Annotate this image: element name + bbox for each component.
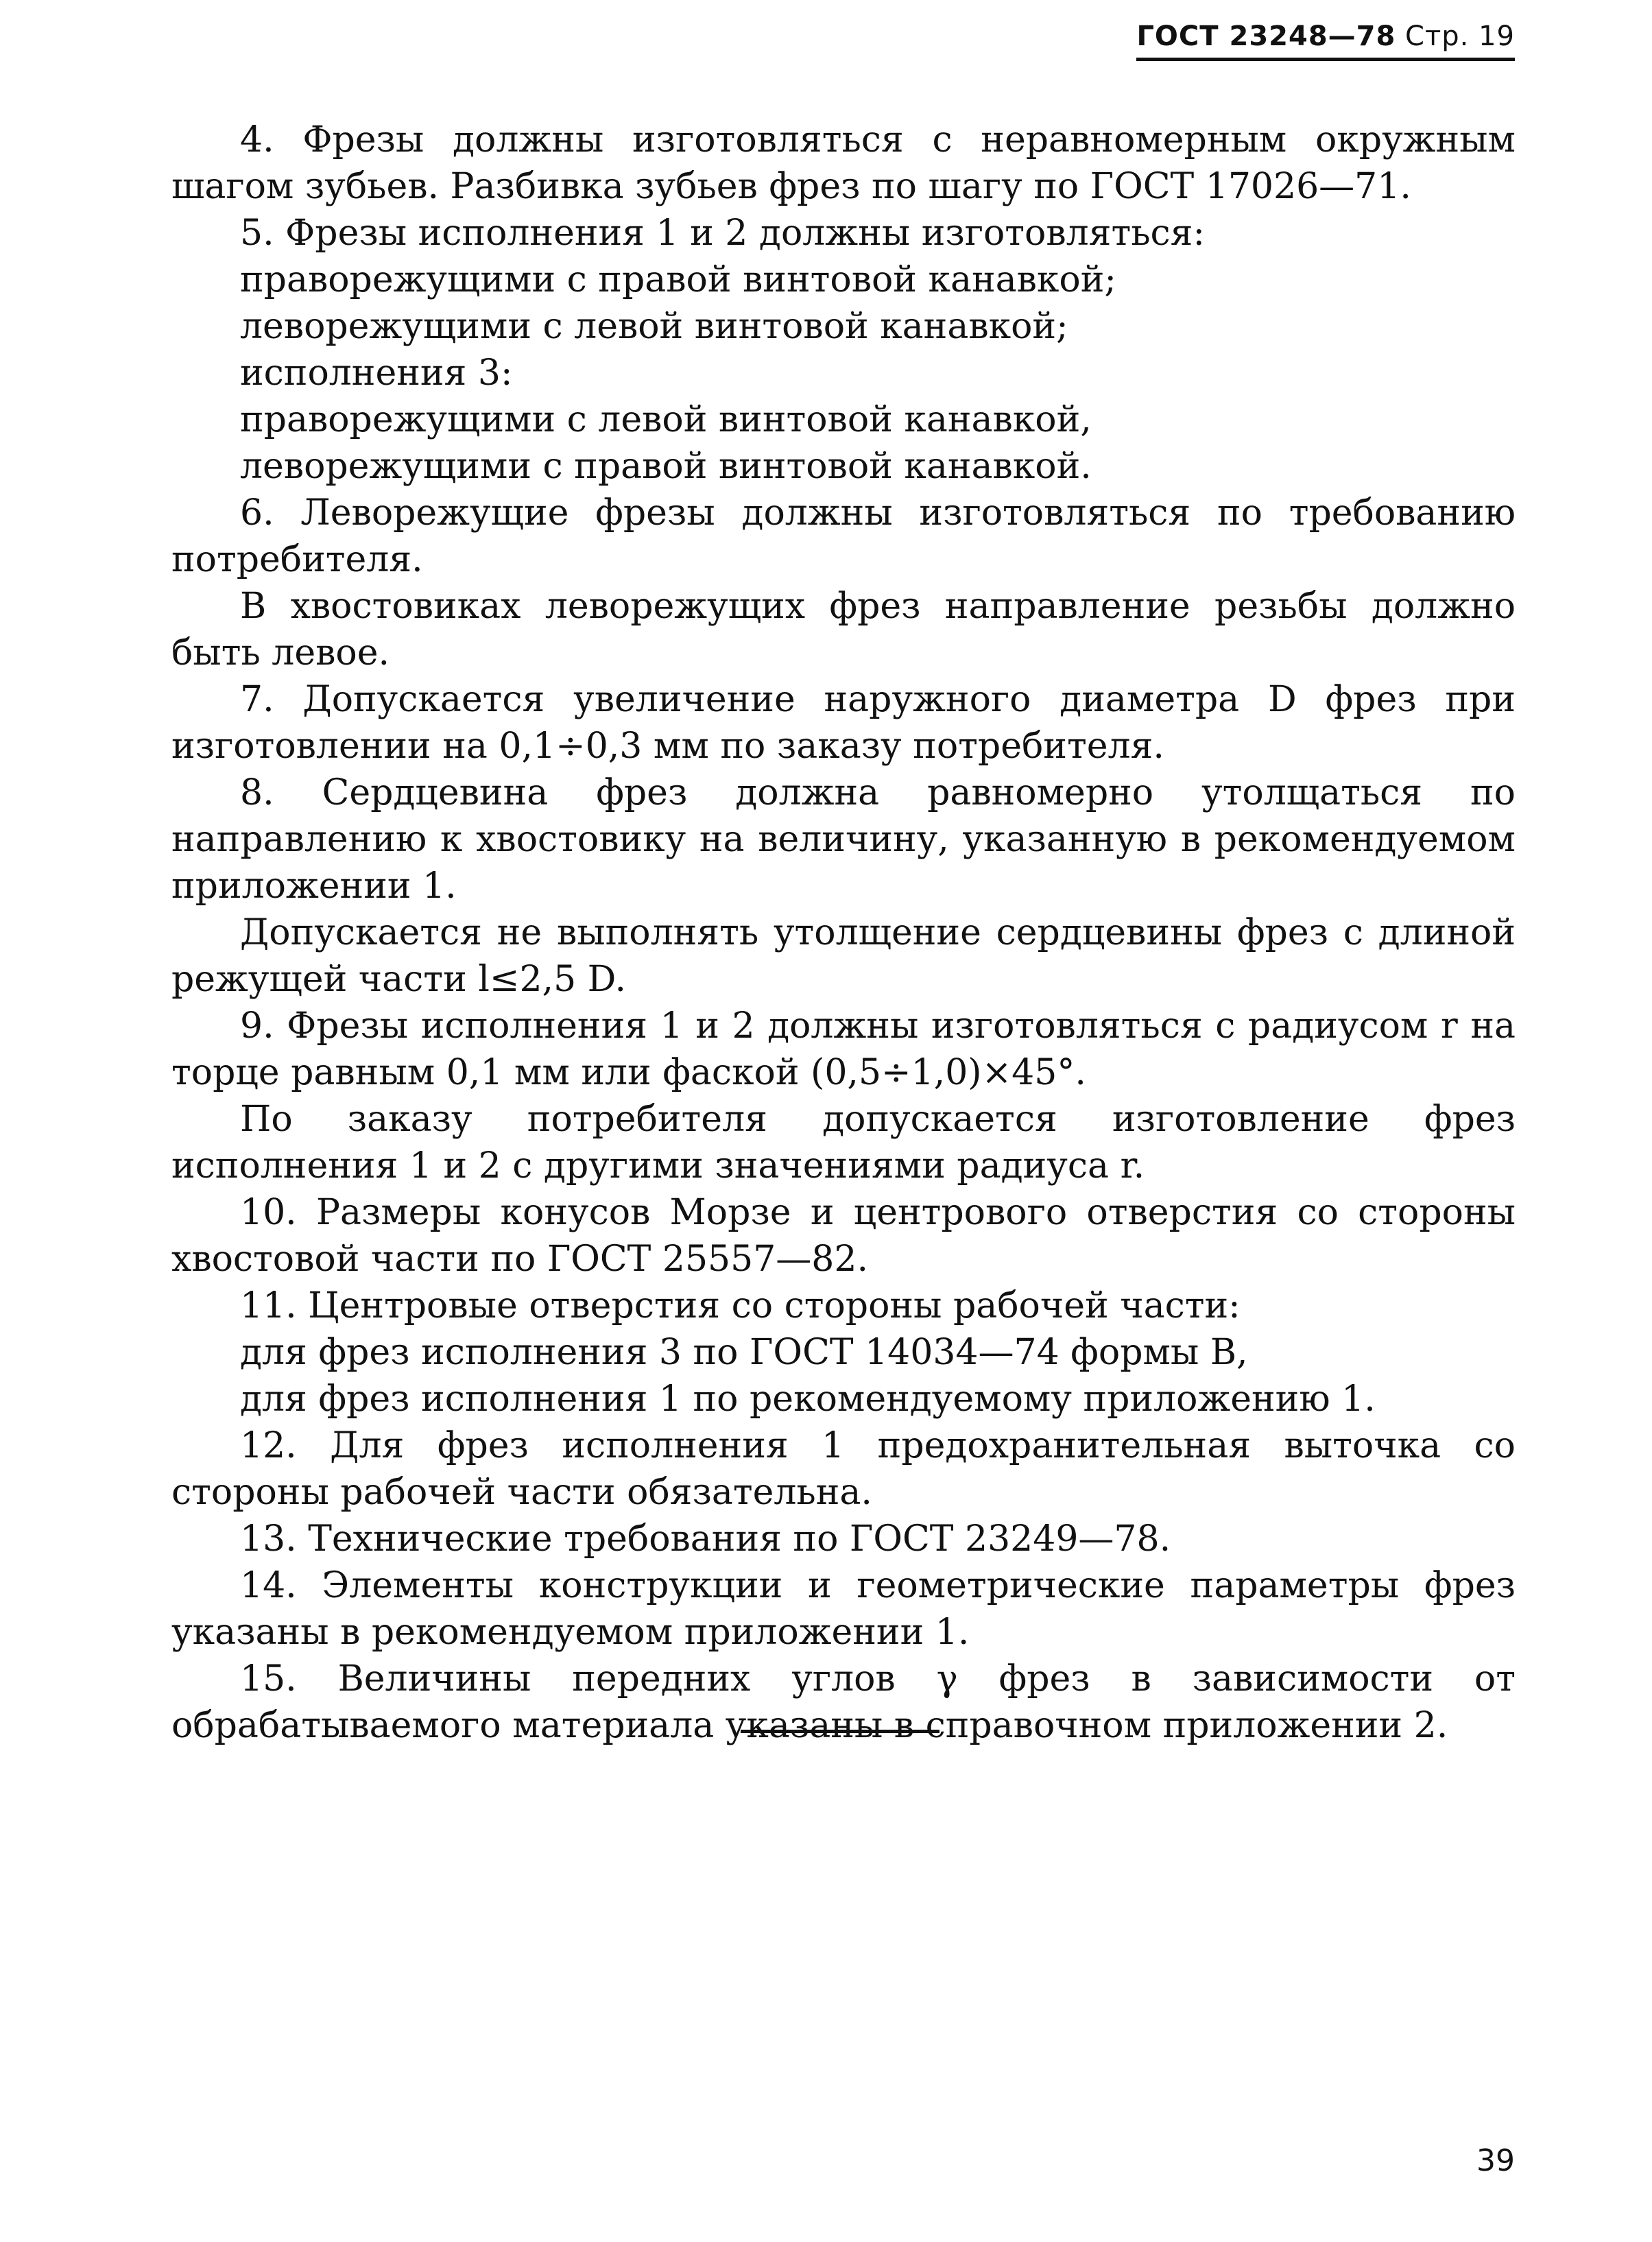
paragraph: Допускается не выполнять утолщение сердцевины фрез с длиной режущей части l≤2,5 D. xyxy=(171,912,1516,1000)
paragraph-item-9: 9. Фрезы исполнения 1 и 2 должны изготовляться с радиусом r на торце равным 0,1 мм или фаской (0,5÷1,0)×45°. xyxy=(171,1005,1516,1093)
paragraph: По заказу потребителя допускается изготовление фрез исполнения 1 и 2 с другими значениями радиуса r. xyxy=(171,1099,1516,1186)
list-line: исполнения 3: xyxy=(240,353,513,394)
paragraph-item-11: 11. Центровые отверстия со стороны рабочей части: xyxy=(240,1285,1241,1326)
paragraph-item-10: 10. Размеры конусов Морзе и центрового отверстия со стороны хвостовой части по ГОСТ 25557—82. xyxy=(171,1192,1516,1280)
page-number: 39 xyxy=(1476,2143,1515,2178)
list-line: праворежущими с правой винтовой канавкой; xyxy=(240,259,1116,300)
page-header xyxy=(1136,21,1515,61)
paragraph: В хвостовиках леворежущих фрез направление резьбы должно быть левое. xyxy=(171,586,1516,673)
list-line: праворежущими с левой винтовой канавкой, xyxy=(240,399,1092,440)
document-code: ГОСТ 23248—78 xyxy=(1136,21,1396,52)
paragraph-item-12: 12. Для фрез исполнения 1 предохранительная выточка со стороны рабочей части обязательна. xyxy=(171,1425,1516,1513)
end-divider xyxy=(741,1730,939,1733)
list-line: леворежущими с правой винтовой канавкой. xyxy=(240,446,1092,487)
paragraph-item-4: 4. Фрезы должны изготовляться с неравномерным окружным шагом зубьев. Разбивка зубьев фрез по шагу по ГОСТ 17026—71. xyxy=(171,119,1516,207)
list-line: леворежущими с левой винтовой канавкой; xyxy=(240,306,1068,347)
paragraph-item-15: 15. Величины передних углов γ фрез в зависимости от обрабатываемого материала указаны в справочном приложении 2. xyxy=(171,1658,1516,1746)
paragraph-item-6: 6. Леворежущие фрезы должны изготовляться по требованию потребителя. xyxy=(171,492,1516,580)
paragraph-item-14: 14. Элементы конструкции и геометрические параметры фрез указаны в рекомендуемом приложении 1. xyxy=(171,1565,1516,1653)
document-body xyxy=(171,117,1516,1749)
paragraph-item-13: 13. Технические требования по ГОСТ 23249—78. xyxy=(240,1518,1171,1560)
paragraph-item-5: 5. Фрезы исполнения 1 и 2 должны изготовляться: xyxy=(240,213,1205,254)
paragraph-item-7: 7. Допускается увеличение наружного диаметра D фрез при изготовлении на 0,1÷0,3 мм по заказу потребителя. xyxy=(171,679,1516,767)
paragraph-item-8: 8. Сердцевина фрез должна равномерно утолщаться по направлению к хвостовику на величину, указанную в рекомендуемом приложении 1. xyxy=(171,772,1516,907)
list-line: для фрез исполнения 3 по ГОСТ 14034—74 формы В, xyxy=(240,1332,1248,1373)
list-line: для фрез исполнения 1 по рекомендуемому приложению 1. xyxy=(240,1379,1376,1420)
page-label: Стр. 19 xyxy=(1405,21,1515,52)
